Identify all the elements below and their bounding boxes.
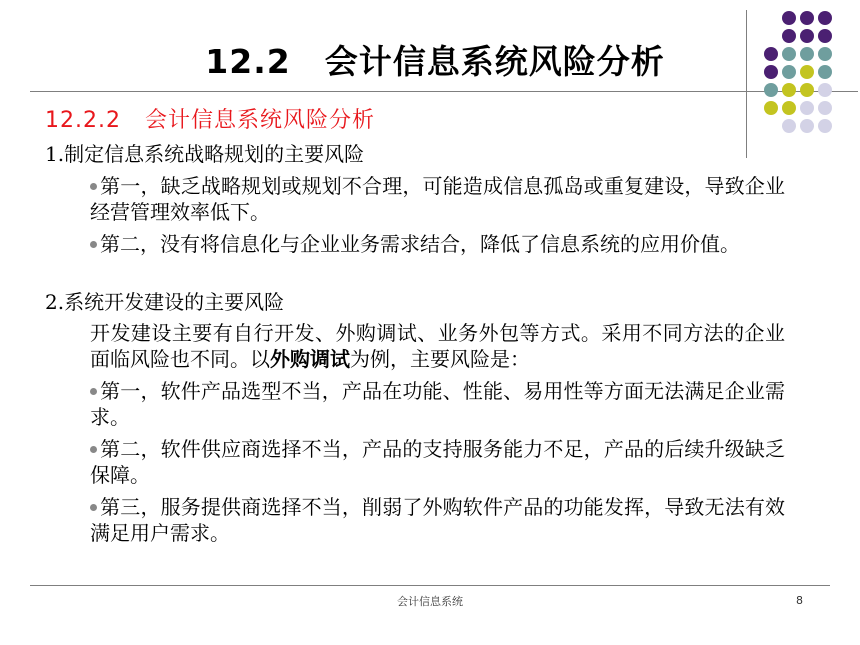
decor-dot	[800, 47, 814, 61]
intro-text: 开发建设主要有自行开发、外购调试、业务外包等方式。采用不同方法的企业面临风险也不同。以	[90, 321, 785, 371]
section1-heading: 1.制定信息系统战略规划的主要风险	[45, 142, 365, 166]
decor-dot	[782, 29, 796, 43]
bullet-dot-icon	[90, 183, 97, 190]
bullet-dot-icon	[90, 446, 97, 453]
bullet-text: 第一，软件产品选型不当，产品在功能、性能、易用性等方面无法满足企业需求。	[90, 379, 785, 429]
decor-dot	[782, 83, 796, 97]
decor-dot	[764, 47, 778, 61]
decor-dot	[764, 101, 778, 115]
decor-dot	[818, 83, 832, 97]
decor-dot	[800, 65, 814, 79]
decor-dot	[782, 47, 796, 61]
decor-dot	[818, 29, 832, 43]
bullet-dot-icon	[90, 504, 97, 511]
bullet-dot-icon	[90, 388, 97, 395]
section2-bullet-1	[90, 378, 785, 430]
section2-bullet-2	[90, 436, 785, 488]
bullet-text: 第二，软件供应商选择不当，产品的支持服务能力不足，产品的后续升级缺乏保障。	[90, 437, 785, 487]
decor-dot	[800, 29, 814, 43]
decor-dot	[818, 11, 832, 25]
bullet-dot-icon	[90, 241, 97, 248]
decor-dot	[818, 65, 832, 79]
bullet-text: 第三，服务提供商选择不当，削弱了外购软件产品的功能发挥，导致无法有效满足用户需求。	[90, 495, 785, 545]
section2-intro	[90, 320, 785, 372]
section2-bullet-3	[90, 494, 785, 546]
footer-text: 会计信息系统	[397, 595, 463, 608]
footer-line	[30, 585, 830, 586]
section1-bullet-2	[90, 231, 785, 257]
bullet-text: 第二，没有将信息化与企业业务需求结合，降低了信息系统的应用价值。	[100, 232, 740, 256]
subtitle-text: 会计信息系统风险分析	[144, 108, 375, 133]
page-number: 8	[796, 594, 803, 607]
title-underline	[30, 91, 858, 92]
decor-dot	[800, 119, 814, 133]
decor-dot	[800, 101, 814, 115]
section1-bullet-1	[90, 173, 785, 225]
section-subtitle	[45, 103, 375, 134]
bullet-text: 第一，缺乏战略规划或规划不合理，可能造成信息孤岛或重复建设，导致企业经营管理效率低下。	[90, 174, 785, 224]
slide-title: 12.2 会计信息系统风险分析	[205, 42, 665, 81]
decor-dot	[818, 47, 832, 61]
decor-dot	[782, 11, 796, 25]
decor-dot	[764, 83, 778, 97]
intro-bold-text: 外购调试	[270, 347, 350, 371]
decor-dot	[800, 83, 814, 97]
decor-dot	[782, 101, 796, 115]
decor-vertical-line	[746, 10, 747, 158]
intro-text-end: 为例，主要风险是：	[350, 347, 530, 371]
decor-dot	[800, 11, 814, 25]
decor-dot	[818, 101, 832, 115]
decor-dot	[782, 119, 796, 133]
decor-dot	[782, 65, 796, 79]
decor-dot	[818, 119, 832, 133]
decor-dot-grid	[764, 11, 844, 141]
decor-dot	[764, 65, 778, 79]
section2-heading: 2.系统开发建设的主要风险	[45, 290, 285, 314]
subtitle-number: 12.2.2	[45, 108, 121, 133]
